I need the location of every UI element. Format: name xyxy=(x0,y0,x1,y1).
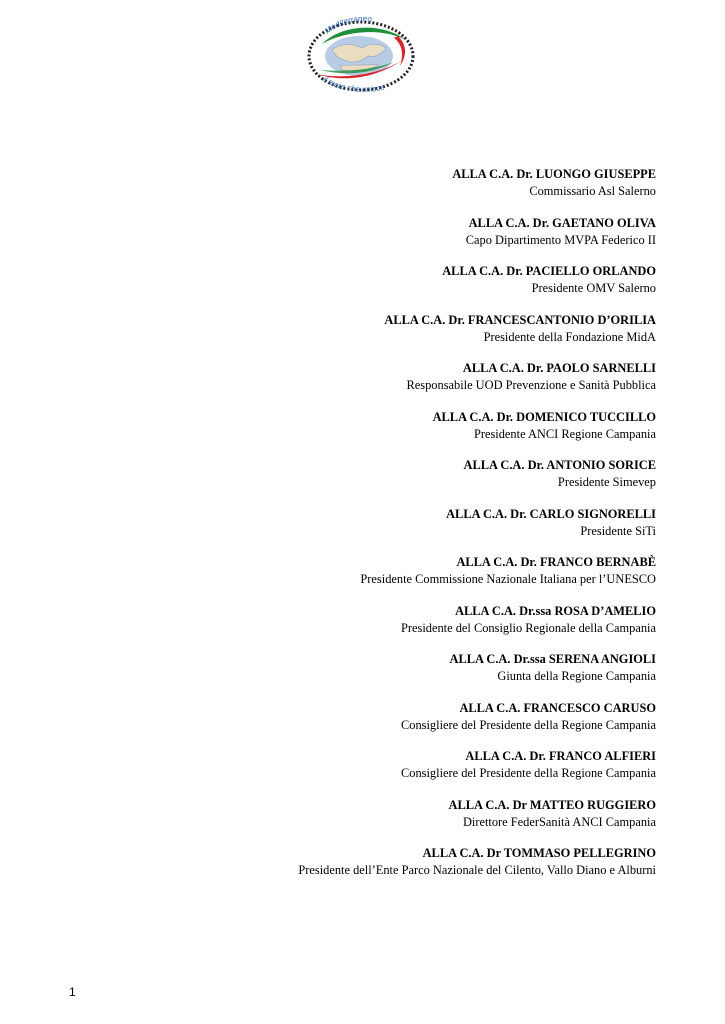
recipient-block xyxy=(56,215,656,251)
recipient-name: ALLA C.A. Dr.ssa SERENA ANGIOLI xyxy=(449,652,656,666)
recipient-role: Presidente SiTi xyxy=(580,523,656,538)
recipients-list xyxy=(56,166,656,894)
recipient-name: ALLA C.A. Dr. FRANCO BERNABÈ xyxy=(456,555,656,569)
recipient-role: Presidente Simevep xyxy=(557,475,656,489)
recipient-block xyxy=(56,845,656,881)
recipient-name: ALLA C.A. Dr. FRANCESCANTONIO D’ORILIA xyxy=(384,312,656,327)
recipient-role: Giunta della Regione Campania xyxy=(497,669,656,683)
recipient-name: ALLA C.A. Dr. FRANCO ALFIERI xyxy=(465,749,656,763)
recipient-block xyxy=(56,651,656,687)
recipient-role: Presidente della Fondazione MidA xyxy=(483,329,656,344)
recipient-block xyxy=(56,312,656,348)
recipient-name: ALLA C.A. Dr MATTEO RUGGIERO xyxy=(448,797,656,812)
recipient-block xyxy=(56,409,656,445)
recipient-role: Presidente OMV Salerno xyxy=(531,281,656,295)
recipient-role: Responsabile UOD Prevenzione e Sanità Pubblica xyxy=(406,378,656,392)
recipient-block xyxy=(56,748,656,784)
recipient-block xyxy=(56,700,656,736)
recipient-role: Presidente Commissione Nazionale Italiana per l’UNESCO xyxy=(360,572,656,586)
mediterraneo-logo xyxy=(302,14,420,96)
recipient-name: ALLA C.A. Dr.ssa ROSA D’AMELIO xyxy=(455,603,656,618)
recipient-name: ALLA C.A. Dr. LUONGO GIUSEPPE xyxy=(452,167,656,181)
recipient-block xyxy=(56,360,656,396)
recipient-name: ALLA C.A. Dr TOMMASO PELLEGRINO xyxy=(422,846,656,860)
recipient-role: Presidente del Consiglio Regionale della Campania xyxy=(401,620,656,635)
recipient-role: Capo Dipartimento MVPA Federico II xyxy=(465,232,656,247)
recipient-block xyxy=(56,457,656,493)
recipient-role: Commissario Asl Salerno xyxy=(529,184,656,198)
recipient-name: ALLA C.A. Dr. CARLO SIGNORELLI xyxy=(446,506,656,521)
recipient-block xyxy=(56,506,656,542)
recipient-name: ALLA C.A. Dr. PAOLO SARNELLI xyxy=(462,361,656,375)
recipient-block xyxy=(56,263,656,299)
mediterraneo-logo-graphic xyxy=(302,14,420,96)
recipient-block xyxy=(56,797,656,833)
recipient-name: ALLA C.A. Dr. DOMENICO TUCCILLO xyxy=(432,409,656,424)
page-number: 1 xyxy=(69,985,76,999)
recipient-role: Presidente dell’Ente Parco Nazionale del Cilento, Vallo Diano e Alburni xyxy=(298,863,656,877)
recipient-name: ALLA C.A. Dr. GAETANO OLIVA xyxy=(468,215,656,230)
recipient-role: Consigliere del Presidente della Regione Campania xyxy=(401,766,656,780)
recipient-block xyxy=(56,603,656,639)
recipient-name: ALLA C.A. Dr. ANTONIO SORICE xyxy=(463,458,656,472)
recipient-role: Consigliere del Presidente della Regione Campania xyxy=(401,717,656,732)
logo-red-swoosh-2 xyxy=(394,36,405,66)
recipient-name: ALLA C.A. FRANCESCO CARUSO xyxy=(459,700,656,715)
logo-top-text: Mediterraneo xyxy=(323,14,373,36)
logo-bottom-text: il mare che unisce xyxy=(321,74,386,94)
recipient-block xyxy=(56,166,656,202)
recipient-name: ALLA C.A. Dr. PACIELLO ORLANDO xyxy=(442,264,656,278)
recipient-role: Direttore FederSanità ANCI Campania xyxy=(462,814,656,829)
recipient-role: Presidente ANCI Regione Campania xyxy=(473,426,656,441)
recipient-block xyxy=(56,554,656,590)
